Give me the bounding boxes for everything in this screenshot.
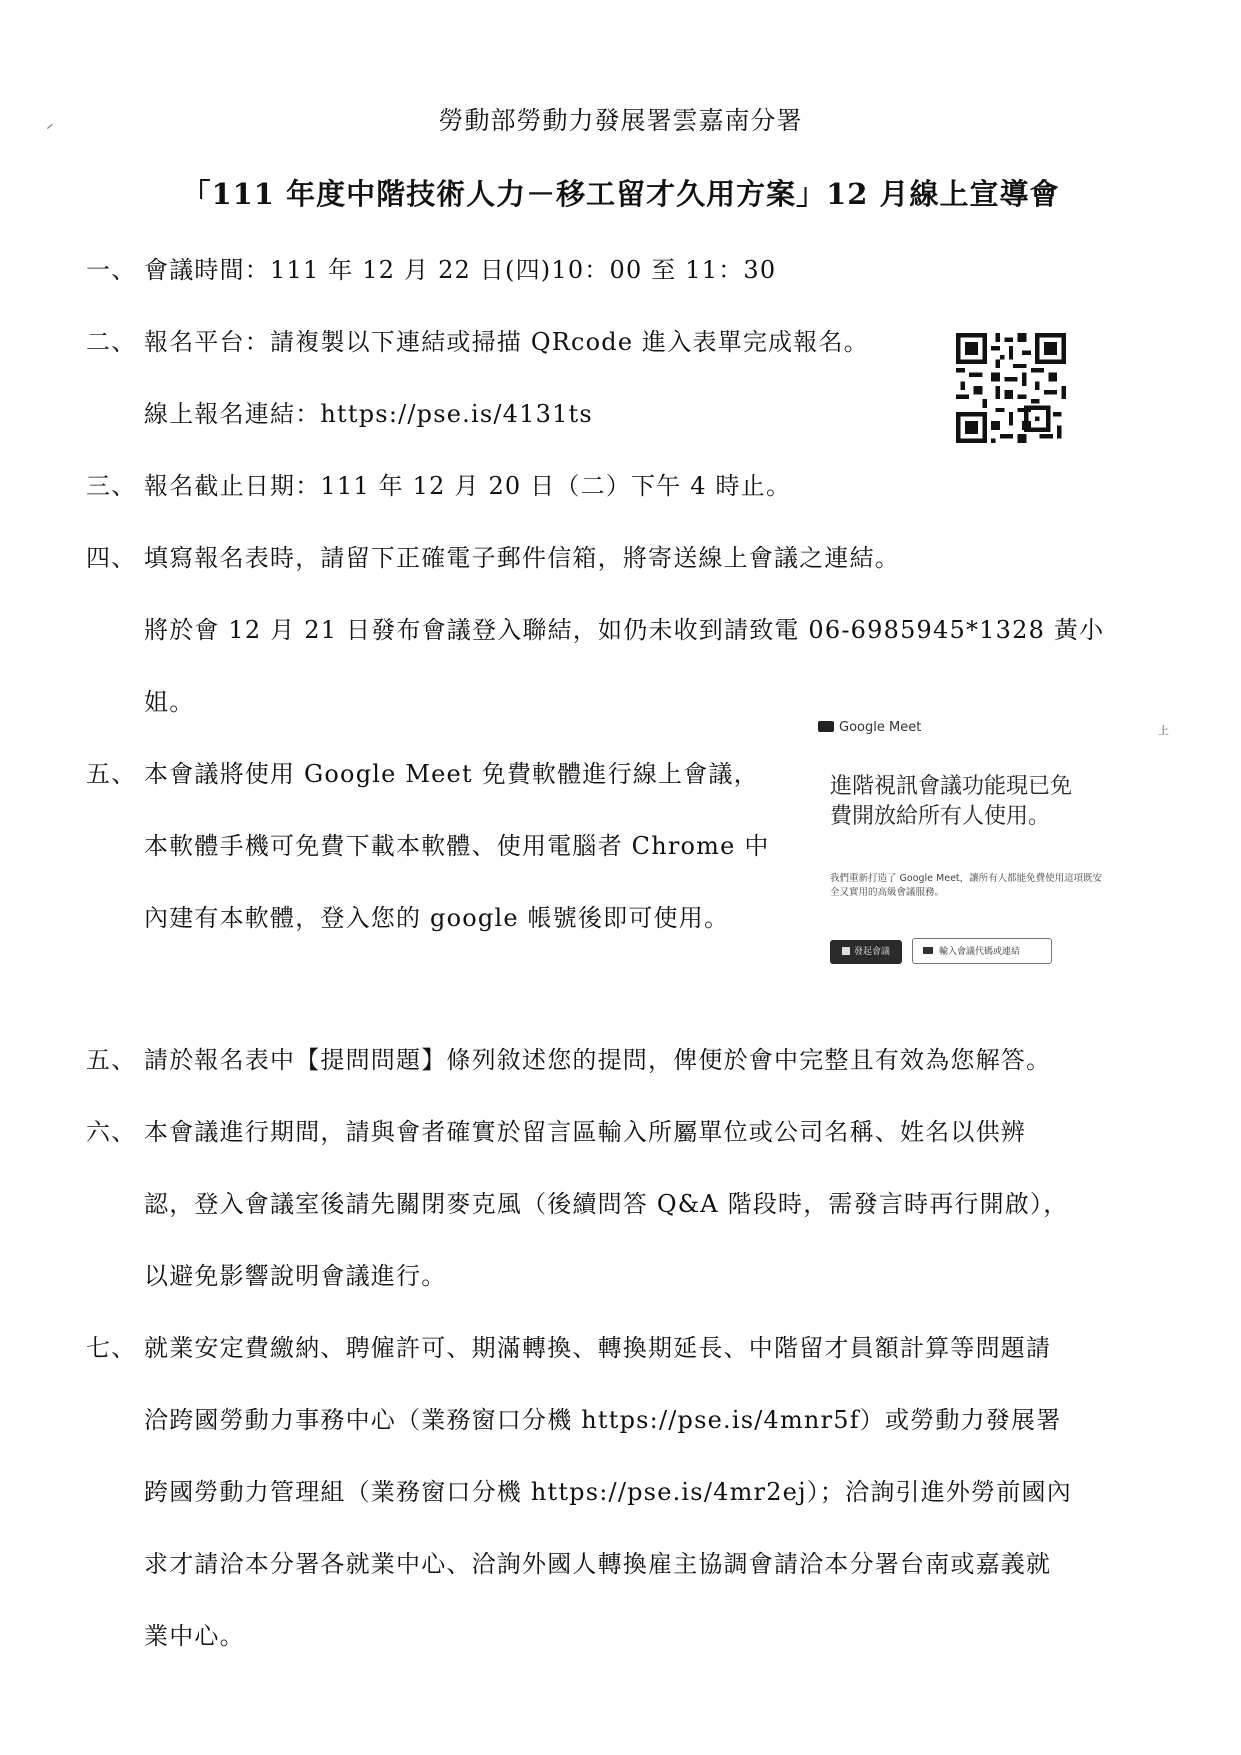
scan-mark: ᐟ <box>44 119 55 140</box>
link-release-note-cont: 姐。 <box>144 688 195 716</box>
section-2 <box>86 322 869 357</box>
meeting-etiquette-cont-2: 以避免影響說明會議進行。 <box>144 1262 447 1290</box>
link-release-note: 將於會 12 月 21 日發布會議登入聯結，如仍未收到請致電 06-6985945*1328 黃小 <box>144 616 1105 644</box>
new-meeting-button[interactable]: 發起會議 <box>830 940 902 964</box>
meeting-etiquette: 本會議進行期間，請與會者確實於留言區輸入所屬單位或公司名稱、姓名以供辨 <box>144 1118 1026 1146</box>
qr-code-icon <box>956 333 1066 443</box>
registration-platform: 報名平台：請複製以下連結或掃描 QRcode 進入表單完成報名。 <box>144 328 869 356</box>
contact-info: 就業安定費繳納、聘僱許可、期滿轉換、轉換期延長、中階留才員額計算等問題請 <box>144 1334 1052 1362</box>
section-3 <box>86 466 791 501</box>
contact-info-cont-4: 業中心。 <box>144 1622 245 1650</box>
meet-login-note: 內建有本軟體，登入您的 google 帳號後即可使用。 <box>144 904 730 932</box>
meeting-etiquette-cont-1: 認，登入會議室後請先關閉麥克風（後續問答 Q&A 階段時，需發言時再行開啟）， <box>144 1190 1069 1218</box>
registration-deadline: 報名截止日期：111 年 12 月 20 日（二）下午 4 時止。 <box>144 472 792 500</box>
meet-download-note: 本軟體手機可免費下載本軟體、使用電腦者 Chrome 中 <box>144 832 770 860</box>
video-icon <box>842 947 850 955</box>
corner-mark: 上 <box>1158 724 1169 737</box>
meet-subtext: 我們重新打造了 Google Meet，讓所有人都能免費使用這項既安全又實用的高級會議服務。 <box>830 873 1103 898</box>
section-6 <box>86 1112 1026 1147</box>
section-number: 七、 <box>86 1334 137 1362</box>
section-number: 二、 <box>86 328 137 356</box>
section-5-questions <box>86 1040 1051 1075</box>
questions-note: 請於報名表中【提問問題】條列敘述您的提問，俾便於會中完整且有效為您解答。 <box>144 1046 1052 1074</box>
meet-headline: 進階視訊會議功能現已免費開放給所有人使用。 <box>830 774 1073 829</box>
section-number: 六、 <box>86 1118 137 1146</box>
section-number: 一、 <box>86 256 137 284</box>
organization-name: 勞動部勞動力發展署雲嘉南分署 <box>438 106 803 135</box>
section-5-meet <box>86 754 759 789</box>
contact-info-cont-2: 跨國勞動力管理組（業務窗口分機 https://pse.is/4mr2ej）；洽詢引進外勞前國內 <box>144 1478 1072 1506</box>
section-number: 五、 <box>86 1046 137 1074</box>
registration-link[interactable]: 線上報名連結：https://pse.is/4131ts <box>144 400 593 428</box>
contact-info-cont-3: 求才請洽本分署各就業中心、洽詢外國人轉換雇主協調會請洽本分署台南或嘉義就 <box>144 1550 1052 1578</box>
google-meet-screenshot <box>818 716 1169 976</box>
document-title: 「111 年度中階技術人力－移工留才久用方案」12 月線上宣導會 <box>181 177 1060 211</box>
keyboard-icon <box>923 947 933 954</box>
google-meet-logo: Google Meet <box>818 720 921 735</box>
section-1 <box>86 250 776 285</box>
meeting-code-input[interactable]: 輸入會議代碼或連結 <box>912 938 1052 964</box>
section-number: 五、 <box>86 760 137 788</box>
meeting-time: 會議時間：111 年 12 月 22 日(四)10：00 至 11：30 <box>144 256 777 284</box>
section-number: 三、 <box>86 472 137 500</box>
section-4 <box>86 538 900 573</box>
meet-intro: 本會議將使用 Google Meet 免費軟體進行線上會議， <box>144 760 759 788</box>
section-number: 四、 <box>86 544 137 572</box>
video-camera-icon <box>818 721 834 732</box>
contact-info-cont-1: 洽跨國勞動力事務中心（業務窗口分機 https://pse.is/4mnr5f）或勞動力發展署 <box>144 1406 1062 1434</box>
email-note: 填寫報名表時，請留下正確電子郵件信箱，將寄送線上會議之連結。 <box>144 544 900 572</box>
section-7 <box>86 1328 1051 1363</box>
